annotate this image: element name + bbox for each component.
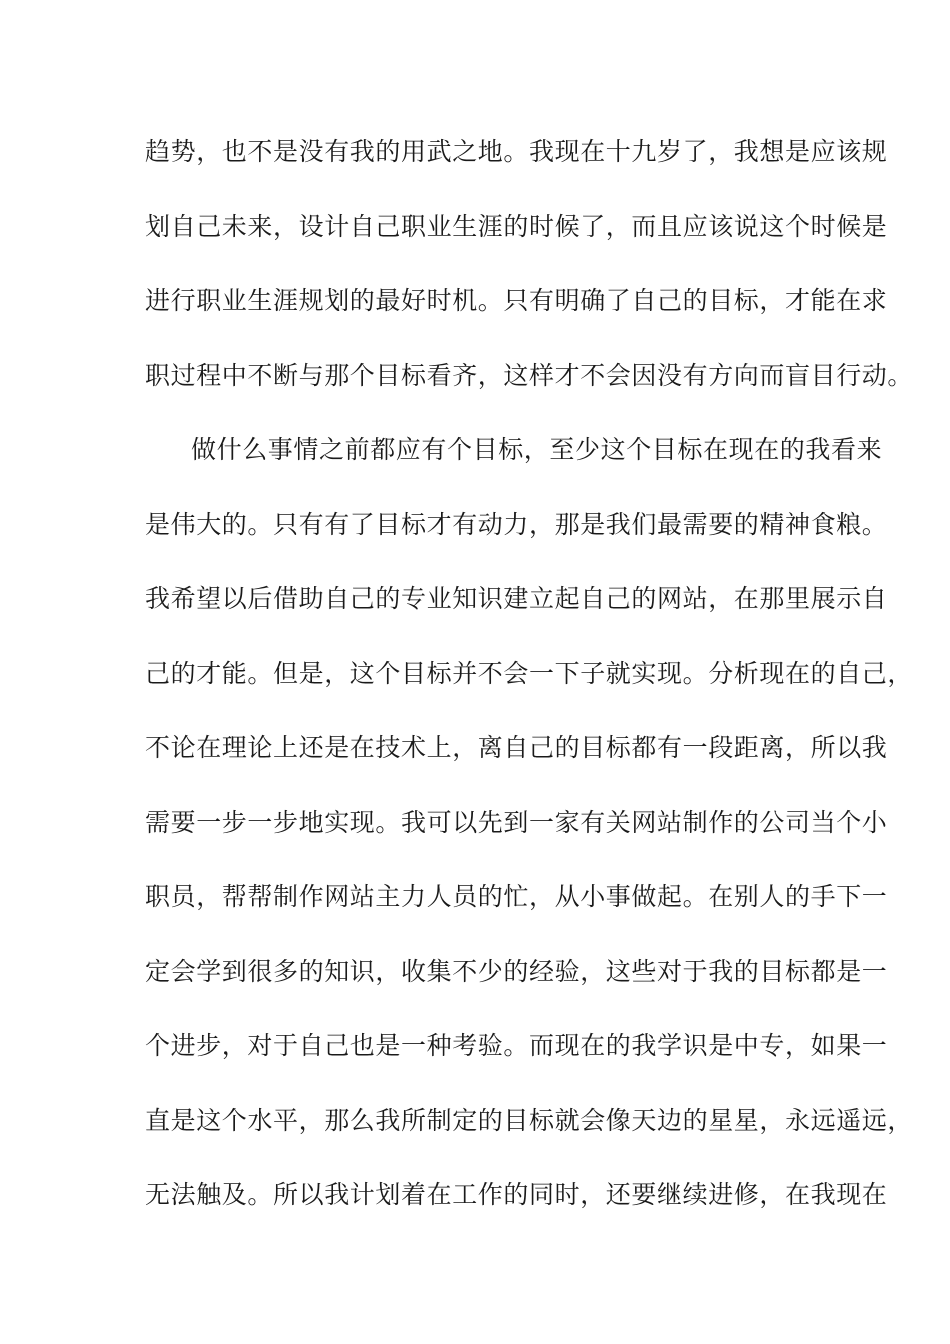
text-line: 职过程中不断与那个目标看齐，这样才不会因没有方向而盲目行动。: [145, 360, 914, 390]
text-line: 需要一步一步地实现。我可以先到一家有关网站制作的公司当个小: [145, 807, 888, 837]
paragraph-start-line: 做什么事情之前都应有个目标，至少这个目标在现在的我看来: [191, 435, 883, 464]
text-line: 定会学到很多的知识，收集不少的经验，这些对于我的目标都是一: [145, 956, 888, 986]
text-line: 职员，帮帮制作网站主力人员的忙，从小事做起。在别人的手下一: [145, 882, 888, 911]
body-text: [145, 126, 914, 1244]
text-line: 进行职业生涯规划的最好时机。只有明确了自己的目标，才能在求: [145, 286, 888, 315]
text-line: 不论在理论上还是在技术上，离自己的目标都有一段距离，所以我: [145, 733, 888, 762]
text-line: 是伟大的。只有有了目标才有动力，那是我们最需要的精神食粮。: [145, 509, 888, 539]
text-line: 我希望以后借助自己的专业知识建立起自己的网站，在那里展示自: [145, 584, 888, 613]
text-line: 无法触及。所以我计划着在工作的同时，还要继续进修，在我现在: [145, 1180, 888, 1209]
text-line: 趋势，也不是没有我的用武之地。我现在十九岁了，我想是应该规: [145, 137, 888, 166]
text-line: 直是这个水平，那么我所制定的目标就会像天边的星星，永远遥远，: [145, 1105, 914, 1135]
text-line: 个进步，对于自己也是一种考验。而现在的我学识是中专，如果一: [145, 1031, 888, 1060]
text-line: 划自己未来，设计自己职业生涯的时候了，而且应该说这个时候是: [145, 211, 888, 241]
text-line: 己的才能。但是，这个目标并不会一下子就实现。分析现在的自己，: [145, 658, 914, 688]
